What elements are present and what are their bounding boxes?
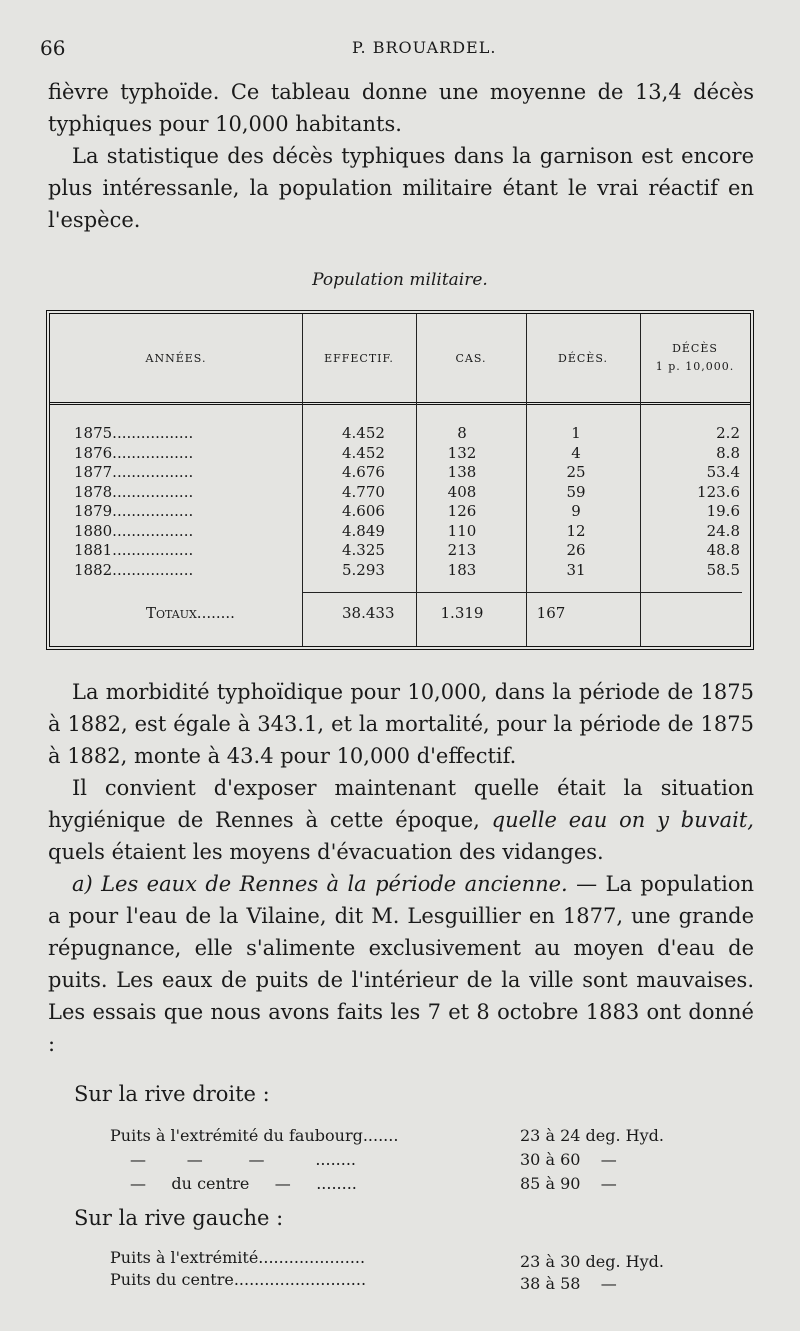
intro-text [48, 76, 754, 236]
cell-cas: 8 [457, 424, 467, 442]
paragraph [48, 868, 754, 1060]
cell-effectif: 4.606 [342, 502, 385, 520]
totals-row [50, 604, 750, 628]
cell-cas: 213 [447, 541, 477, 559]
totals-divider [302, 592, 742, 593]
table-row [50, 502, 750, 522]
cell-effectif: 5.293 [342, 560, 385, 579]
cell-rate: 48.8 [706, 541, 740, 559]
header-cas: CAS. [455, 351, 487, 365]
table-row [50, 522, 750, 542]
cell-effectif: 4.849 [342, 521, 385, 540]
cell-rate: 2.2 [716, 424, 740, 442]
cell-year: 1879................. [74, 502, 194, 520]
well-value: 85 à 90 — [520, 1174, 617, 1193]
well-label: Puits à l'extrémité du faubourg....... [110, 1126, 399, 1145]
well-label: — du centre — ........ [130, 1174, 357, 1193]
cell-year: 1880................. [74, 521, 194, 540]
running-title: P. BROUARDEL. [352, 38, 497, 57]
paragraph-text: quels étaient les moyens d'évacuation des vidanges. [48, 840, 604, 864]
header-rate-line1: DÉCÈS [672, 342, 718, 355]
page-header [40, 36, 740, 66]
paragraph: fièvre typhoïde. Ce tableau donne une moyenne de 13,4 décès typhiques pour 10,000 habitants. [48, 80, 754, 136]
cell-cas: 126 [447, 502, 477, 520]
cell-rate: 19.6 [706, 502, 740, 520]
header-years: ANNÉES. [145, 351, 207, 365]
cell-effectif: 4.452 [342, 424, 385, 442]
paragraph-text: Il convient d'exposer maintenant quelle était la situation hygiénique de Rennes à cette époque, [48, 776, 754, 832]
table-row [50, 444, 750, 464]
cell-deces: 31 [566, 560, 586, 579]
well-value: 38 à 58 — [520, 1274, 617, 1293]
well-value: 23 à 30 deg. Hyd. [520, 1252, 664, 1271]
rive-droite-title: Sur la rive droite : [74, 1082, 270, 1106]
header-deces: DÉCÈS. [558, 351, 608, 365]
cell-cas: 110 [447, 521, 477, 540]
page-number: 66 [40, 36, 66, 60]
cell-deces: 26 [566, 541, 586, 559]
table-row [50, 463, 750, 483]
cell-year: 1876................. [74, 443, 194, 462]
cell-effectif: 4.676 [342, 463, 385, 481]
totals-label: Totaux........ [146, 604, 235, 622]
table-body [50, 424, 750, 580]
table-row [50, 561, 750, 581]
paragraph-text: — La population a pour l'eau de la Vilaine, dit M. Lesguillier en 1877, une grande répugnance, elle s'alimente exclusivement au moyen d'eau de puits. Les eaux de puits de l'intérieur de la ville sont mauvaises. Les essais que nous avons faits les 7 et 8 octobre 1883 ont donné : [48, 872, 754, 1056]
cell-effectif: 4.325 [342, 541, 385, 559]
paragraph [48, 772, 754, 868]
well-label: — — — ........ [130, 1150, 357, 1169]
cell-deces: 25 [566, 463, 586, 481]
total-deces: 167 [536, 604, 566, 622]
cell-deces: 59 [566, 482, 586, 501]
cell-year: 1875................. [74, 424, 194, 442]
header-rate [640, 314, 750, 402]
well-label: Puits du centre.......................... [110, 1270, 367, 1289]
cell-year: 1882................. [74, 560, 194, 579]
section-lead: a) Les eaux de Rennes à la période ancienne. [72, 872, 568, 896]
cell-effectif: 4.770 [342, 482, 385, 501]
cell-rate: 58.5 [706, 560, 740, 579]
cell-deces: 4 [571, 443, 581, 462]
table-row [50, 424, 750, 444]
mortality-table [46, 310, 754, 650]
cell-cas: 408 [447, 482, 477, 501]
header-rate-line2: 1 p. 10,000. [655, 360, 735, 373]
table-row [50, 541, 750, 561]
paragraph: La statistique des décès typhiques dans la garnison est encore plus intéressanle, la population militaire étant le vrai réactif en l'espèce. [48, 144, 754, 232]
cell-year: 1877................. [74, 463, 194, 481]
cell-cas: 183 [447, 560, 477, 579]
main-text [48, 676, 754, 1060]
cell-rate: 53.4 [706, 463, 740, 481]
cell-year: 1878................. [74, 482, 194, 501]
table-caption: Population militaire. [312, 270, 488, 290]
rive-gauche-title: Sur la rive gauche : [74, 1206, 284, 1230]
cell-year: 1881................. [74, 541, 194, 559]
cell-rate: 123.6 [697, 482, 740, 501]
cell-effectif: 4.452 [342, 443, 385, 462]
cell-cas: 138 [447, 463, 477, 481]
cell-rate: 24.8 [706, 521, 740, 540]
cell-rate: 8.8 [716, 443, 740, 462]
cell-cas: 132 [447, 443, 477, 462]
table-row [50, 483, 750, 503]
paragraph: La morbidité typhoïdique pour 10,000, dans la période de 1875 à 1882, est égale à 343.1, et la mortalité, pour la période de 1875 à 1882, monte à 43.4 pour 10,000 d'effectif. [48, 680, 754, 768]
total-cas: 1.319 [440, 604, 484, 622]
total-effectif: 38.433 [342, 604, 395, 622]
cell-deces: 9 [571, 502, 581, 520]
well-value: 23 à 24 deg. Hyd. [520, 1126, 664, 1145]
header-effectif: EFFECTIF. [324, 351, 394, 365]
well-value: 30 à 60 — [520, 1150, 617, 1169]
cell-deces: 12 [566, 521, 586, 540]
well-label: Puits à l'extrémité..................... [110, 1248, 366, 1267]
cell-deces: 1 [571, 424, 581, 442]
emphasis: quelle eau on y buvait, [491, 808, 754, 832]
